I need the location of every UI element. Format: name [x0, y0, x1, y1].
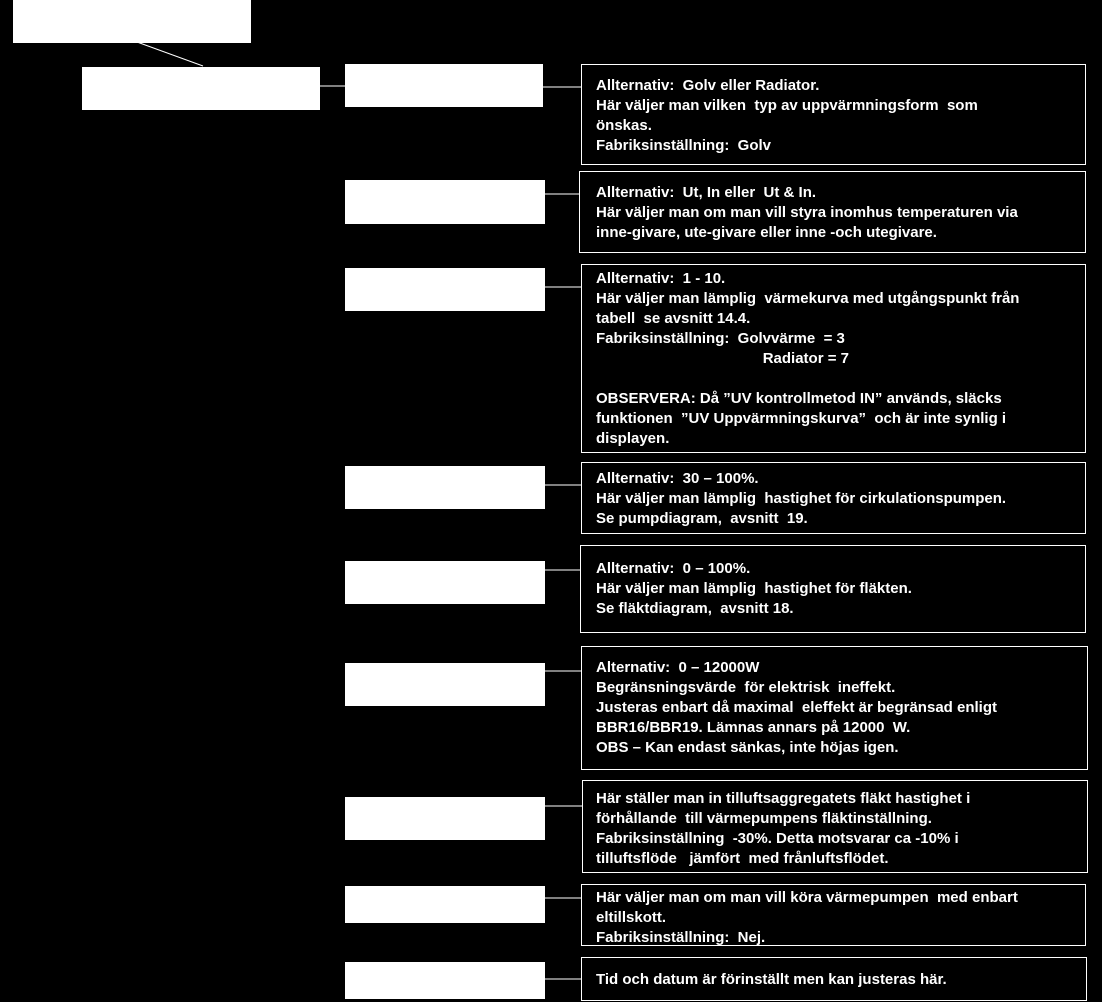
description-box-2: [579, 171, 1086, 253]
description-line: Här väljer man lämplig hastighet för fläkten.: [596, 580, 912, 597]
menu-item-box-7: [345, 797, 545, 840]
top-menu-box: [13, 0, 251, 43]
description-line: Begränsningsvärde för elektrisk ineffekt.: [596, 679, 896, 696]
description-line: Allternativ: Golv eller Radiator.: [596, 77, 820, 94]
description-line: Allternativ: Ut, In eller Ut & In.: [596, 184, 817, 201]
menu-item-box-6: [345, 663, 545, 706]
connector-top-to-root: [137, 42, 203, 66]
description-line: Se fläktdiagram, avsnitt 18.: [596, 600, 794, 617]
description-line: Här väljer man lämplig hastighet för cirkulationspumpen.: [596, 490, 1007, 507]
description-line: Här väljer man om man vill styra inomhus temperaturen via: [596, 204, 1018, 221]
description-line: Allternativ: 30 – 100%.: [596, 470, 759, 487]
description-line: Tid och datum är förinställt men kan justeras här.: [596, 971, 947, 988]
description-line: Här väljer man lämplig värmekurva med utgångspunkt från: [596, 290, 1020, 307]
description-line: tabell se avsnitt 14.4.: [596, 310, 751, 327]
menu-item-box-1: [345, 64, 543, 107]
description-line: Justeras enbart då maximal eleffekt är begränsad enligt: [596, 699, 997, 716]
menu-item-box-5: [345, 561, 545, 604]
description-box-3: [581, 264, 1086, 453]
description-blank-line: [596, 369, 1085, 389]
description-box-7: [582, 780, 1088, 873]
description-line: Här väljer man vilken typ av uppvärmningsform som: [596, 97, 978, 114]
description-line: Se pumpdiagram, avsnitt 19.: [596, 510, 808, 527]
description-box-6: [581, 646, 1088, 770]
description-line: inne-givare, ute-givare eller inne -och utegivare.: [596, 224, 937, 241]
description-line: OBS – Kan endast sänkas, inte höjas igen.: [596, 739, 899, 756]
description-line: Fabriksinställning: Golvvärme = 3: [596, 330, 845, 347]
description-line: Fabriksinställning -30%. Detta motsvarar ca -10% i: [596, 830, 959, 847]
description-line: BBR16/BBR19. Lämnas annars på 12000 W.: [596, 719, 911, 736]
description-line: förhållande till värmepumpens fläktinställning.: [596, 810, 932, 827]
description-line: Fabriksinställning: Nej.: [596, 929, 766, 946]
description-line: funktionen ”UV Uppvärmningskurva” och är inte synlig i: [596, 410, 1007, 427]
description-box-1: [581, 64, 1086, 165]
description-line: OBSERVERA: Då ”UV kontrollmetod IN” används, släcks: [596, 390, 1002, 407]
description-line: Radiator = 7: [596, 350, 849, 367]
menu-item-box-4: [345, 466, 545, 509]
menu-item-box-2: [345, 180, 545, 224]
description-line: Allternativ: 0 – 100%.: [596, 560, 751, 577]
description-box-8: [581, 884, 1086, 946]
description-line: Alternativ: 0 – 12000W: [596, 659, 760, 676]
description-line: displayen.: [596, 430, 670, 447]
root-menu-box: [82, 67, 320, 110]
menu-item-box-9: [345, 962, 545, 999]
description-line: tilluftsflöde jämfört med frånluftsflödet.: [596, 850, 889, 867]
description-line: Allternativ: 1 - 10.: [596, 270, 726, 287]
description-line: Här ställer man in tilluftsaggregatets fläkt hastighet i: [596, 790, 971, 807]
menu-item-box-3: [345, 268, 545, 311]
description-box-5: [580, 545, 1086, 633]
description-box-9: [581, 957, 1087, 1001]
description-box-4: [581, 462, 1086, 534]
description-line: eltillskott.: [596, 909, 667, 926]
description-line: Här väljer man om man vill köra värmepumpen med enbart: [596, 889, 1018, 906]
description-line: Fabriksinställning: Golv: [596, 137, 772, 154]
description-line: önskas.: [596, 117, 652, 134]
menu-item-box-8: [345, 886, 545, 923]
